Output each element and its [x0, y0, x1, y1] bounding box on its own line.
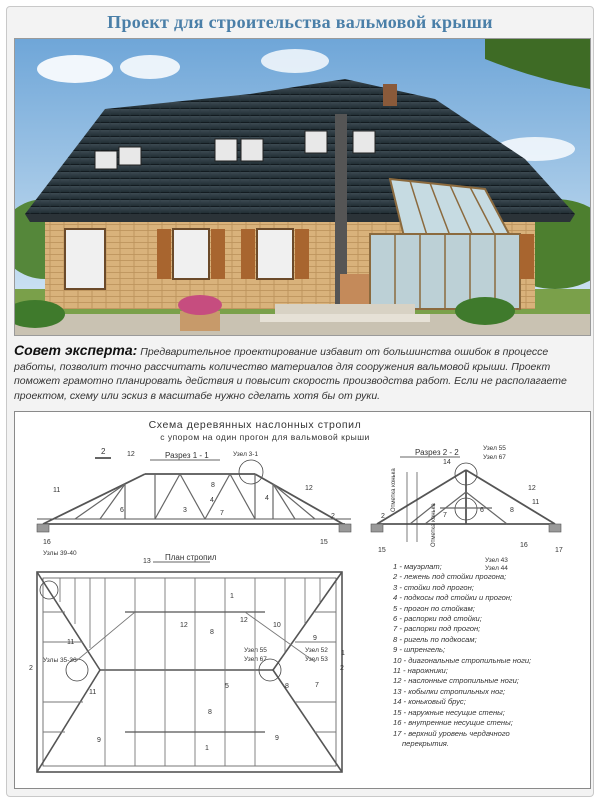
- scheme-title-line1: Схема деревянных наслонных стропил: [148, 419, 362, 431]
- svg-text:6: 6: [480, 507, 484, 514]
- node-43-label: Узел 43: [485, 557, 508, 564]
- svg-text:9: 9: [313, 635, 317, 642]
- node-3-1-label: Узел 3-1: [233, 451, 259, 458]
- legend-item: 11 - нарожники;: [393, 666, 448, 676]
- svg-text:14: 14: [443, 459, 451, 466]
- dim-right: Отметка конька: [431, 503, 437, 547]
- node-55-label-a: Узел 55: [483, 445, 506, 452]
- svg-text:3: 3: [183, 507, 187, 514]
- svg-text:12: 12: [528, 485, 536, 492]
- node-3-1-circle: [239, 460, 263, 484]
- section-2-label: Разрез 2 - 2: [415, 448, 459, 457]
- svg-text:1: 1: [205, 745, 209, 752]
- node-55-label-b: Узел 55: [244, 647, 267, 654]
- svg-text:12: 12: [127, 451, 135, 458]
- svg-text:13: 13: [143, 558, 151, 565]
- svg-text:17: 17: [555, 547, 563, 554]
- svg-text:15: 15: [320, 539, 328, 546]
- svg-text:10: 10: [273, 622, 281, 629]
- dim-left: Отметка конька: [391, 468, 397, 512]
- legend-item: 2 - лежень под стойки прогона;: [393, 572, 507, 582]
- svg-text:8: 8: [208, 709, 212, 716]
- legend-item: 16 - внутренние несущие стены;: [393, 718, 513, 728]
- legend-item: 17 - верхний уровень чердачного: [393, 728, 510, 738]
- svg-text:7: 7: [220, 510, 224, 517]
- plan-rafters: [43, 578, 336, 766]
- svg-text:8: 8: [510, 507, 514, 514]
- svg-text:1: 1: [230, 593, 234, 600]
- plan-label: План стропил: [165, 553, 217, 562]
- scheme-title-line2: с упором на один прогон для вальмовой крыши: [160, 432, 370, 442]
- svg-text:11: 11: [67, 639, 75, 646]
- svg-text:16: 16: [520, 542, 528, 549]
- legend-item: 14 - коньковый брус;: [393, 697, 466, 707]
- node-52-label: Узел 52: [305, 647, 328, 654]
- svg-text:9: 9: [275, 735, 279, 742]
- legend-item: 8 - ригель по подкосам;: [393, 634, 477, 644]
- legend-item: 1 - мауэрлат;: [393, 562, 442, 571]
- house-illustration: [15, 39, 590, 335]
- legend-item: 10 - диагональные стропильные ноги;: [393, 655, 532, 665]
- svg-text:12: 12: [180, 622, 188, 629]
- svg-text:2: 2: [381, 513, 385, 520]
- svg-text:8: 8: [210, 629, 214, 636]
- tip-text: Предварительное проектирование избавит от большинства ошибок в процессе работы, позволит точно рассчитать количество материалов для сооружения вальмовой крыши. Проект поможет грамотно планировать действия и повысит скорость производства работ. Если не располагаете проектом, схему или эскиз в масштабе нужно сделать хотя бы от руки.: [14, 346, 567, 402]
- svg-text:11: 11: [89, 689, 97, 696]
- svg-text:7: 7: [315, 682, 319, 689]
- page-title: Проект для строительства вальмовой крыши: [107, 12, 493, 32]
- svg-text:2: 2: [29, 665, 33, 672]
- node-67-label-a: Узел 67: [483, 454, 506, 461]
- legend-item: 4 - подкосы под стойки и прогон;: [393, 593, 513, 603]
- legend-item: 5 - прогон по стойкам;: [393, 603, 475, 613]
- expert-tip: [14, 343, 590, 403]
- svg-text:4: 4: [210, 497, 214, 504]
- legend-item: 12 - наслонные стропильные ноги;: [393, 676, 519, 686]
- svg-text:5: 5: [225, 683, 229, 690]
- legend-item: 13 - кобылки стропильных ног;: [393, 686, 506, 696]
- house-photo: [14, 38, 591, 336]
- svg-text:4: 4: [265, 495, 269, 502]
- legend-item: 15 - наружные несущие стены;: [393, 707, 505, 717]
- svg-text:6: 6: [120, 507, 124, 514]
- svg-text:11: 11: [532, 499, 540, 506]
- svg-text:2: 2: [331, 513, 335, 520]
- tip-heading: Совет эксперта:: [14, 342, 138, 358]
- svg-text:9: 9: [97, 737, 101, 744]
- nodes-39-40-label: Узлы 39-40: [43, 550, 77, 557]
- svg-text:2: 2: [340, 665, 344, 672]
- legend-list: [393, 562, 583, 749]
- legend-item: 3 - стойки под прогон;: [393, 582, 474, 592]
- legend-item: 7 - распорки под прогон;: [393, 624, 481, 634]
- svg-text:12: 12: [305, 485, 313, 492]
- svg-text:11: 11: [53, 487, 61, 494]
- svg-text:16: 16: [43, 539, 51, 546]
- svg-text:7: 7: [443, 512, 447, 519]
- legend-item: 6 - распорки под стойки;: [393, 614, 482, 624]
- node-44-label: Узел 44: [485, 565, 508, 572]
- plan-outline: [37, 572, 342, 772]
- section-1-label: Разрез 1 - 1: [165, 451, 209, 460]
- svg-text:12: 12: [240, 617, 248, 624]
- svg-text:15: 15: [378, 547, 386, 554]
- legend-item: 9 - шпренгель;: [393, 645, 446, 655]
- node-67-label-b: Узел 67: [244, 656, 267, 663]
- section-marker-2: 2: [101, 447, 106, 456]
- nodes-35-36-label: Узлы 35-36: [43, 657, 77, 664]
- legend-item-continuation: перекрытия.: [402, 738, 449, 748]
- node-53-label: Узел 53: [305, 656, 328, 663]
- svg-text:1: 1: [341, 650, 345, 657]
- svg-text:8: 8: [211, 482, 215, 489]
- section-2-truss: [377, 470, 555, 524]
- svg-text:8: 8: [285, 683, 289, 690]
- section-1-braces: [75, 474, 315, 519]
